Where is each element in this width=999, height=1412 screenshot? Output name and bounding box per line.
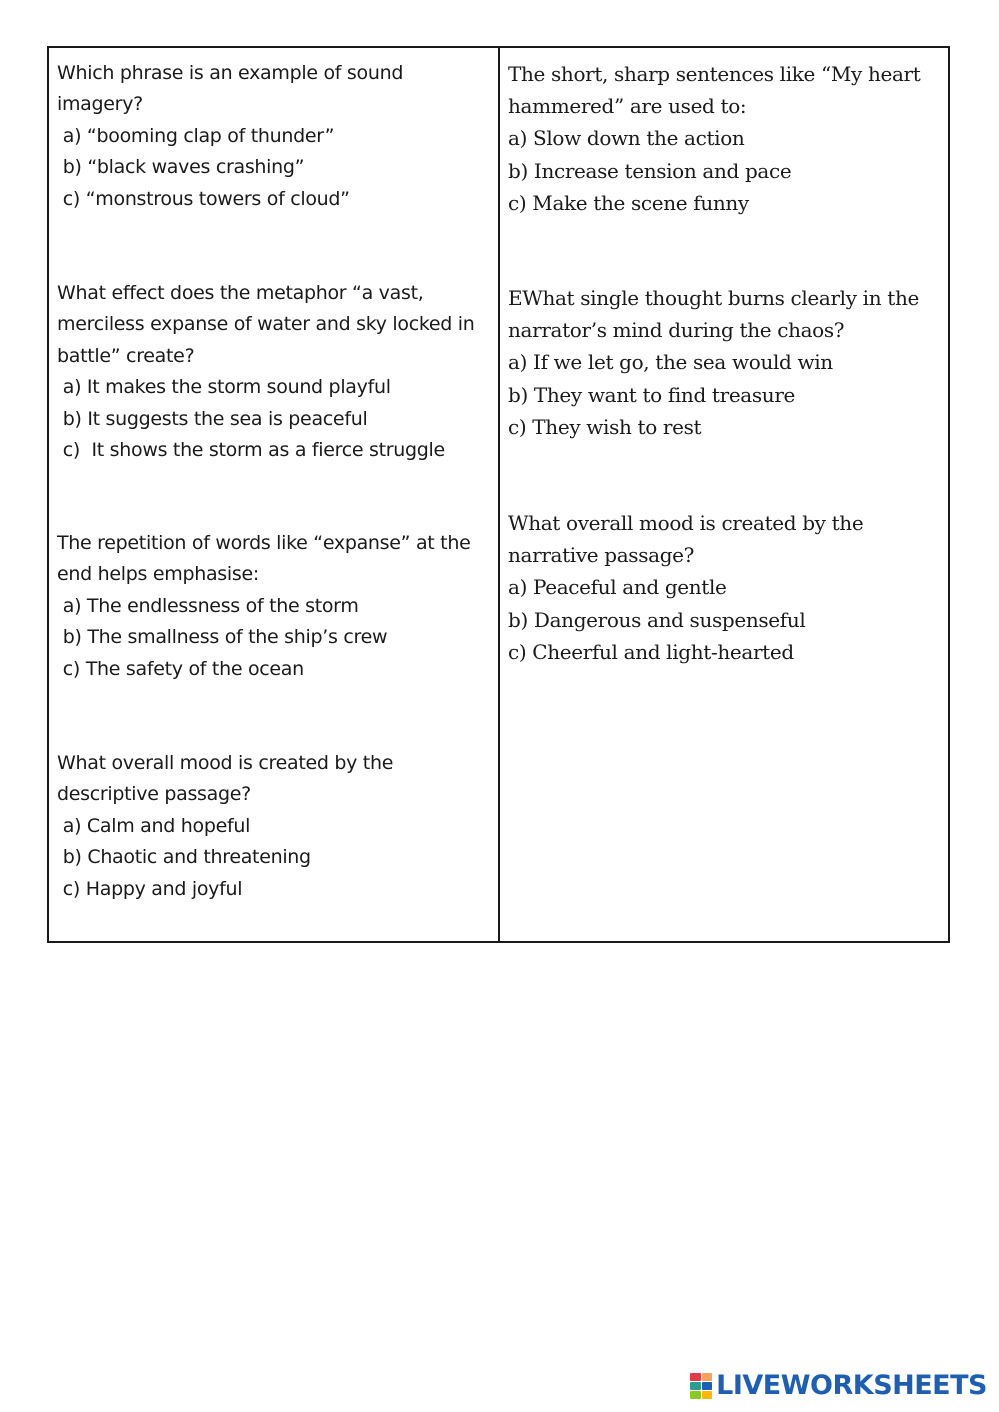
answer-option[interactable]: b) Chaotic and threatening <box>57 846 311 869</box>
question-card <box>57 278 494 466</box>
answer-option[interactable]: b) Dangerous and suspenseful <box>508 607 806 632</box>
answer-option[interactable]: c) Make the scene funny <box>508 190 749 215</box>
answer-option[interactable]: c) They wish to rest <box>508 414 702 439</box>
answer-option[interactable]: b) Increase tension and pace <box>508 158 792 183</box>
answer-option[interactable]: b) “black waves crashing” <box>57 156 305 179</box>
answer-option[interactable]: a) The endlessness of the storm <box>57 594 359 617</box>
logo-block <box>702 1382 713 1390</box>
question-prompt: EWhat single thought burns clearly in the narrator’s mind during the chaos? <box>508 286 925 343</box>
answer-option[interactable]: b) It suggests the sea is peaceful <box>57 407 368 430</box>
answer-option[interactable]: a) “booming clap of thunder” <box>57 124 335 147</box>
liveworksheets-logo-icon <box>690 1373 712 1399</box>
question-card <box>57 528 494 685</box>
answer-option[interactable]: c) It shows the storm as a fierce struggle <box>57 439 445 462</box>
answer-option[interactable]: b) They want to find treasure <box>508 382 796 407</box>
answer-option[interactable]: b) The smallness of the ship’s crew <box>57 626 388 649</box>
answer-option[interactable]: c) Happy and joyful <box>57 877 243 900</box>
question-card <box>508 507 944 668</box>
question-card <box>508 58 944 219</box>
question-card <box>508 282 944 443</box>
answer-option[interactable]: c) The safety of the ocean <box>57 657 304 680</box>
question-prompt: What overall mood is created by the narrative passage? <box>508 511 870 568</box>
right-column <box>500 48 948 941</box>
question-prompt: What effect does the metaphor “a vast, merciless expanse of water and sky locked in battle” create? <box>57 282 481 367</box>
question-prompt: The short, sharp sentences like “My heart hammered” are used to: <box>508 62 927 119</box>
question-prompt: The repetition of words like “expanse” at the end helps emphasise: <box>57 532 477 586</box>
logo-block <box>702 1391 713 1399</box>
logo-block <box>690 1391 701 1399</box>
answer-option[interactable]: a) If we let go, the sea would win <box>508 350 833 375</box>
question-card <box>57 748 494 905</box>
logo-block <box>690 1382 701 1390</box>
logo-block <box>702 1373 713 1381</box>
logo-block <box>690 1373 701 1381</box>
answer-option[interactable]: a) Slow down the action <box>508 126 745 151</box>
answer-option[interactable]: a) Calm and hopeful <box>57 814 251 837</box>
answer-option[interactable]: c) Cheerful and light-hearted <box>508 639 794 664</box>
answer-option[interactable]: a) Peaceful and gentle <box>508 575 727 600</box>
answer-option[interactable]: a) It makes the storm sound playful <box>57 376 391 399</box>
question-prompt: What overall mood is created by the descriptive passage? <box>57 752 399 806</box>
liveworksheets-brand <box>690 1370 987 1401</box>
brand-name: LIVEWORKSHEETS <box>716 1370 987 1401</box>
worksheet-table <box>47 46 950 943</box>
left-column <box>49 48 500 941</box>
question-prompt: Which phrase is an example of sound imagery? <box>57 62 409 116</box>
question-card <box>57 58 494 215</box>
answer-option[interactable]: c) “monstrous towers of cloud” <box>57 187 350 210</box>
